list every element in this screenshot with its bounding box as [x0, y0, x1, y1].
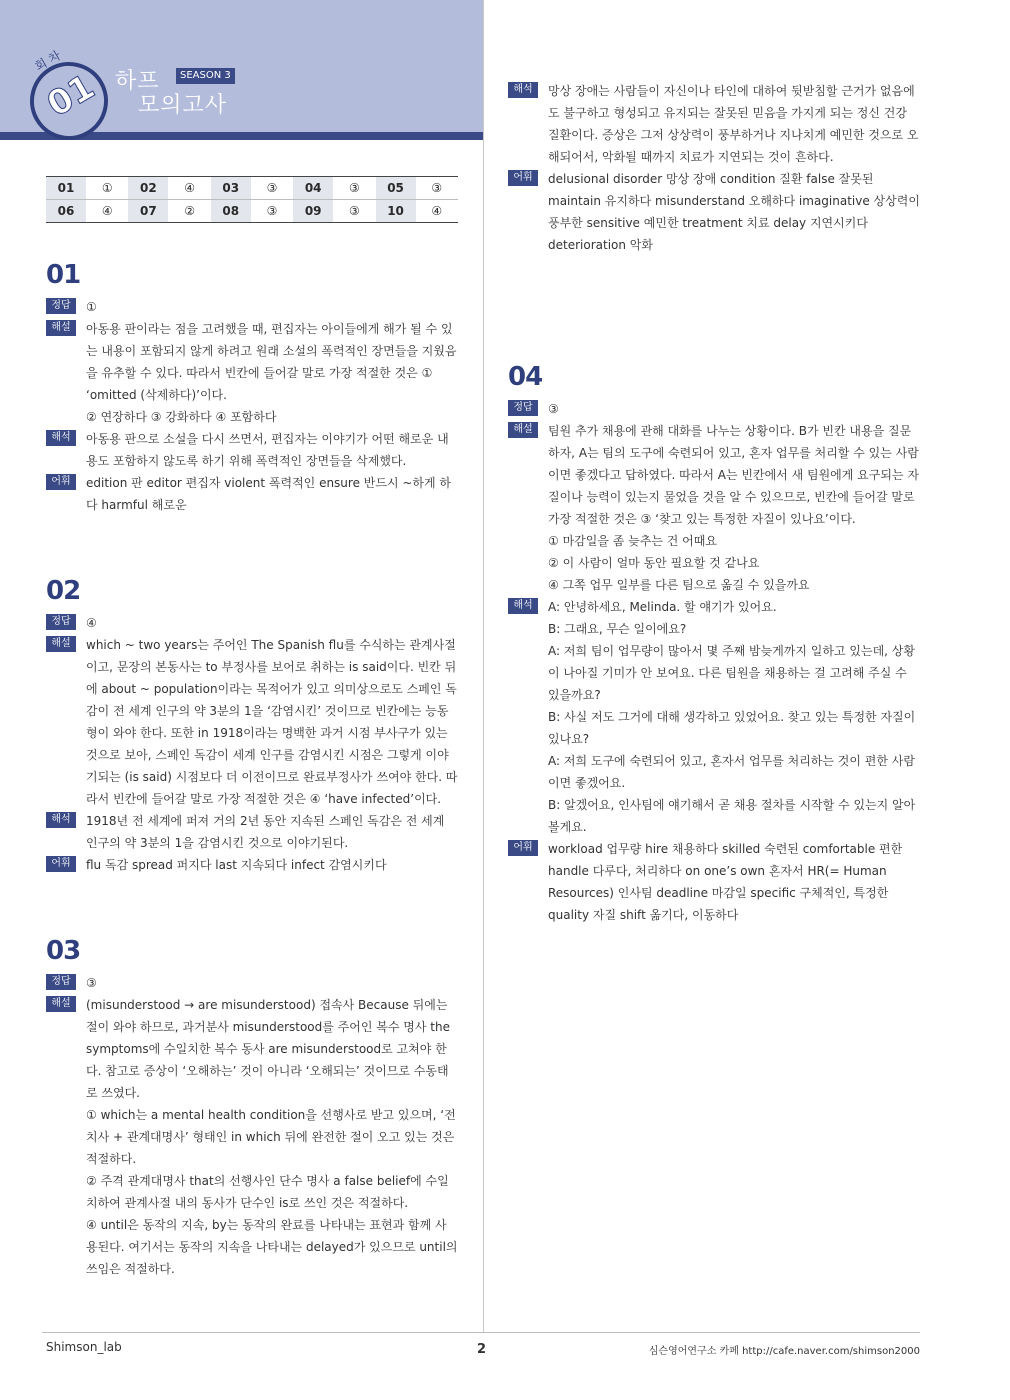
round-label: 회 차: [32, 48, 63, 74]
q04-explanation: [508, 420, 920, 596]
dialog-line: A: 안녕하세요, Melinda. 할 얘기가 있어요.: [548, 600, 777, 614]
q01-explanation: [46, 318, 458, 428]
q02-explanation-text: which ~ two years는 주어인 The Spanish flu를 수식하는 관계사절이고, 문장의 본동사는 to 부정사를 보어로 취하는 is said이다. 빈칸 뒤에 about ~ population이라는 목적어가 있고 의미상으로도 스페인 독감이 전 세계 인구의 약 3분의 1을 ‘감염시킨’ 것이므로 빈칸에는 능동형이 와야 한다. 또한 in 1918이라는 명백한 과거 시점 부사구가 있는 것으로 보아, 스페인 독감이 세계 인구를 감염시킨 시점은 그렇게 이야기되는 (is said) 시점보다 더 이전이므로 완료부정사가 쓰여야 한다. 따라서 빈칸에 들어갈 말로 가장 적절한 것은 ④ ‘have infected’이다.: [86, 638, 458, 806]
question-02-number: 02: [46, 576, 81, 606]
q02-vocab: [46, 854, 458, 876]
translation-label: 해석: [46, 430, 76, 446]
vocab-label: 어휘: [46, 856, 76, 872]
answer-choice: ②: [168, 200, 210, 223]
column-divider: [483, 0, 484, 1332]
dialog-line: A: 저희 도구에 숙련되어 있고, 혼자서 업무를 처리하는 것이 편한 사람이면 좋겠어요.: [548, 754, 915, 790]
question-04-number: 04: [508, 362, 543, 392]
answer-choice: ④: [86, 200, 128, 223]
question-number: 06: [46, 200, 86, 223]
q03-answer-text: ③: [86, 976, 97, 990]
q04-vocab-text: workload 업무량 hire 채용하다 skilled 숙련된 comfortable 편한 handle 다루다, 처리하다 on one’s own 혼자서 HR(= Human Resources) 인사팀 deadline 마감일 specific 구체적인, 특정한 quality 자질 shift 옮기다, 이동하다: [548, 842, 903, 922]
question-number: 08: [211, 200, 251, 223]
question-number: 02: [128, 177, 168, 200]
answer-label: 정답: [46, 298, 76, 314]
q02-explanation: [46, 634, 458, 810]
explanation-label: 해설: [508, 422, 538, 438]
q04-translation: [508, 596, 920, 838]
dialog-line: B: 사실 저도 그거에 대해 생각하고 있었어요. 찾고 있는 특정한 자질이 있나요?: [548, 710, 916, 746]
q03-answer: [46, 972, 458, 994]
title-line1: 하프: [115, 69, 160, 94]
q01-explanation-text: 아동용 판이라는 점을 고려했을 때, 편집자는 아이들에게 해가 될 수 있는 내용이 포함되지 않게 하려고 원래 소설의 폭력적인 장면들을 지웠음을 유추할 수 있다. 따라서 빈칸에 들어갈 말로 가장 적절한 것은 ① ‘omitted (삭제하다)’이다.: [86, 322, 457, 402]
footer-cafe-link: 심슨영어연구소 카페 http://cafe.naver.com/shimson2000: [648, 1346, 920, 1357]
q01-answer: [46, 296, 458, 318]
round-number: 01: [40, 66, 102, 126]
q03-vocab: [508, 168, 920, 256]
vocab-label: 어휘: [46, 474, 76, 490]
q04-explanation-choice4: ④ 그쪽 업무 일부를 다른 팀으로 옮길 수 있을까요: [548, 578, 810, 592]
translation-label: 해석: [508, 82, 538, 98]
answer-choice: ③: [251, 200, 293, 223]
q03-explanation: [46, 994, 458, 1280]
explanation-label: 해설: [46, 996, 76, 1012]
q03-explanation-choice1: ① which는 a mental health condition을 선행사로 받고 있으며, ‘전치사 + 관계대명사’ 형태인 in which 뒤에 완전한 절이 오고 있는 것은 적절하다.: [86, 1108, 456, 1166]
title-line2: 모의고사: [138, 93, 228, 118]
q04-answer-text: ③: [548, 402, 559, 416]
q04-explanation-choice1: ① 마감일을 좀 늦추는 건 어때요: [548, 534, 717, 548]
dialog-line: B: 그래요, 무슨 일이에요?: [548, 622, 687, 636]
q03-explanation-choice4: ④ until은 동작의 지속, by는 동작의 완료를 나타내는 표현과 함께 사용된다. 여기서는 동작의 지속을 나타내는 delayed가 있으므로 until의 쓰임은 적절하다.: [86, 1218, 458, 1276]
q02-vocab-text: flu 독감 spread 퍼지다 last 지속되다 infect 감염시키다: [86, 858, 387, 872]
question-number: 10: [376, 200, 416, 223]
question-number: 09: [293, 200, 333, 223]
translation-label: 해석: [46, 812, 76, 828]
q03-explanation-text: (misunderstood → are misunderstood) 접속사 Because 뒤에는 절이 와야 하므로, 과거분사 misunderstood를 주어인 복수 명사 the symptoms에 수일치한 복수 동사 are misunderstood로 고쳐야 한다. 참고로 증상이 ‘오해하는’ 것이 아니라 ‘오해되는’ 것이므로 수동태로 쓰였다.: [86, 998, 450, 1100]
q04-explanation-choice2: ② 이 사람이 얼마 동안 필요할 것 같나요: [548, 556, 760, 570]
answer-choice: ①: [86, 177, 128, 200]
q04-vocab: [508, 838, 920, 926]
q04-answer: [508, 398, 920, 420]
q02-answer-text: ④: [86, 616, 97, 630]
dialog-line: B: 알겠어요, 인사팀에 얘기해서 곧 채용 절차를 시작할 수 있는지 알아볼게요.: [548, 798, 916, 834]
answer-label: 정답: [508, 400, 538, 416]
translation-label: 해석: [508, 598, 538, 614]
explanation-label: 해설: [46, 636, 76, 652]
q03-explanation-choice2: ② 주격 관계대명사 that의 선행사인 단수 명사 a false belief에 수일치하여 관계사절 내의 동사가 단수인 is로 쓰인 것은 적절하다.: [86, 1174, 449, 1210]
answer-choice: ③: [251, 177, 293, 200]
q01-translation-text: 아동용 판으로 소설을 다시 쓰면서, 편집자는 이야기가 어떤 해로운 내용도 포함하지 않도록 하기 위해 폭력적인 장면들을 삭제했다.: [86, 432, 449, 468]
question-number: 03: [211, 177, 251, 200]
footer-divider: [42, 1332, 920, 1333]
q01-translation: [46, 428, 458, 472]
page-number: 2: [477, 1342, 487, 1357]
vocab-label: 어휘: [508, 840, 538, 856]
answer-label: 정답: [46, 614, 76, 630]
question-03-number: 03: [46, 936, 81, 966]
answer-row: [46, 200, 458, 223]
answer-choice: ④: [168, 177, 210, 200]
q03-vocab-text: delusional disorder 망상 장애 condition 질환 false 잘못된 maintain 유지하다 misunderstand 오해하다 imaginative 상상력이 풍부한 sensitive 예민한 treatment 치료 delay 지연시키다 deterioration 악화: [548, 172, 920, 252]
q02-answer: [46, 612, 458, 634]
q01-answer-text: ①: [86, 300, 97, 314]
q03-translation-text: 망상 장애는 사람들이 자신이나 타인에 대하여 뒷받침할 근거가 없음에도 불구하고 형성되고 유지되는 잘못된 믿음을 가지게 되는 정신 건강 질환이다. 증상은 그저 상상력이 풍부하거나 지나치게 예민한 것으로 오해되어서, 악화될 때까지 치료가 지연되는 것이 흔하다.: [548, 84, 919, 164]
answer-table: [46, 176, 458, 223]
q01-explanation-choices: ② 연장하다 ③ 강화하다 ④ 포함하다: [86, 410, 277, 424]
answer-choice: ③: [333, 200, 375, 223]
vocab-label: 어휘: [508, 170, 538, 186]
footer-brand: Shimson_lab: [46, 1340, 122, 1354]
answer-label: 정답: [46, 974, 76, 990]
answer-choice: ③: [416, 177, 458, 200]
answer-choice: ③: [333, 177, 375, 200]
q01-vocab-text: edition 판 editor 편집자 violent 폭력적인 ensure 반드시 ~하게 하다 harmful 해로운: [86, 476, 452, 512]
question-01-number: 01: [46, 260, 81, 290]
season-badge: SEASON 3: [176, 68, 235, 84]
explanation-label: 해설: [46, 320, 76, 336]
q03-translation: [508, 80, 920, 168]
answer-row: [46, 177, 458, 200]
question-number: 05: [376, 177, 416, 200]
question-number: 04: [293, 177, 333, 200]
question-number: 07: [128, 200, 168, 223]
q04-explanation-text: 팀원 추가 채용에 관해 대화를 나누는 상황이다. B가 빈칸 내용을 질문하자, A는 팀의 도구에 숙련되어 있고, 혼자 업무를 처리할 수 있는 사람이면 좋겠다고 답하였다. 따라서 A는 빈칸에서 새 팀원에게 요구되는 자질이나 능력이 있는지 물었을 것을 알 수 있으므로, 빈칸에 들어갈 말로 가장 적절한 것은 ③ ‘찾고 있는 특정한 자질이 있나요’이다.: [548, 424, 919, 526]
dialog-line: A: 저희 팀이 업무량이 많아서 몇 주째 밤늦게까지 일하고 있는데, 상황이 나아질 기미가 안 보여요. 다른 팀원을 채용하는 걸 고려해 주실 수 있을까요?: [548, 644, 915, 702]
question-number: 01: [46, 177, 86, 200]
answer-choice: ④: [416, 200, 458, 223]
q01-vocab: [46, 472, 458, 516]
q02-translation-text: 1918년 전 세계에 퍼져 거의 2년 동안 지속된 스페인 독감은 전 세계 인구의 약 3분의 1을 감염시킨 것으로 이야기된다.: [86, 814, 445, 850]
q02-translation: [46, 810, 458, 854]
